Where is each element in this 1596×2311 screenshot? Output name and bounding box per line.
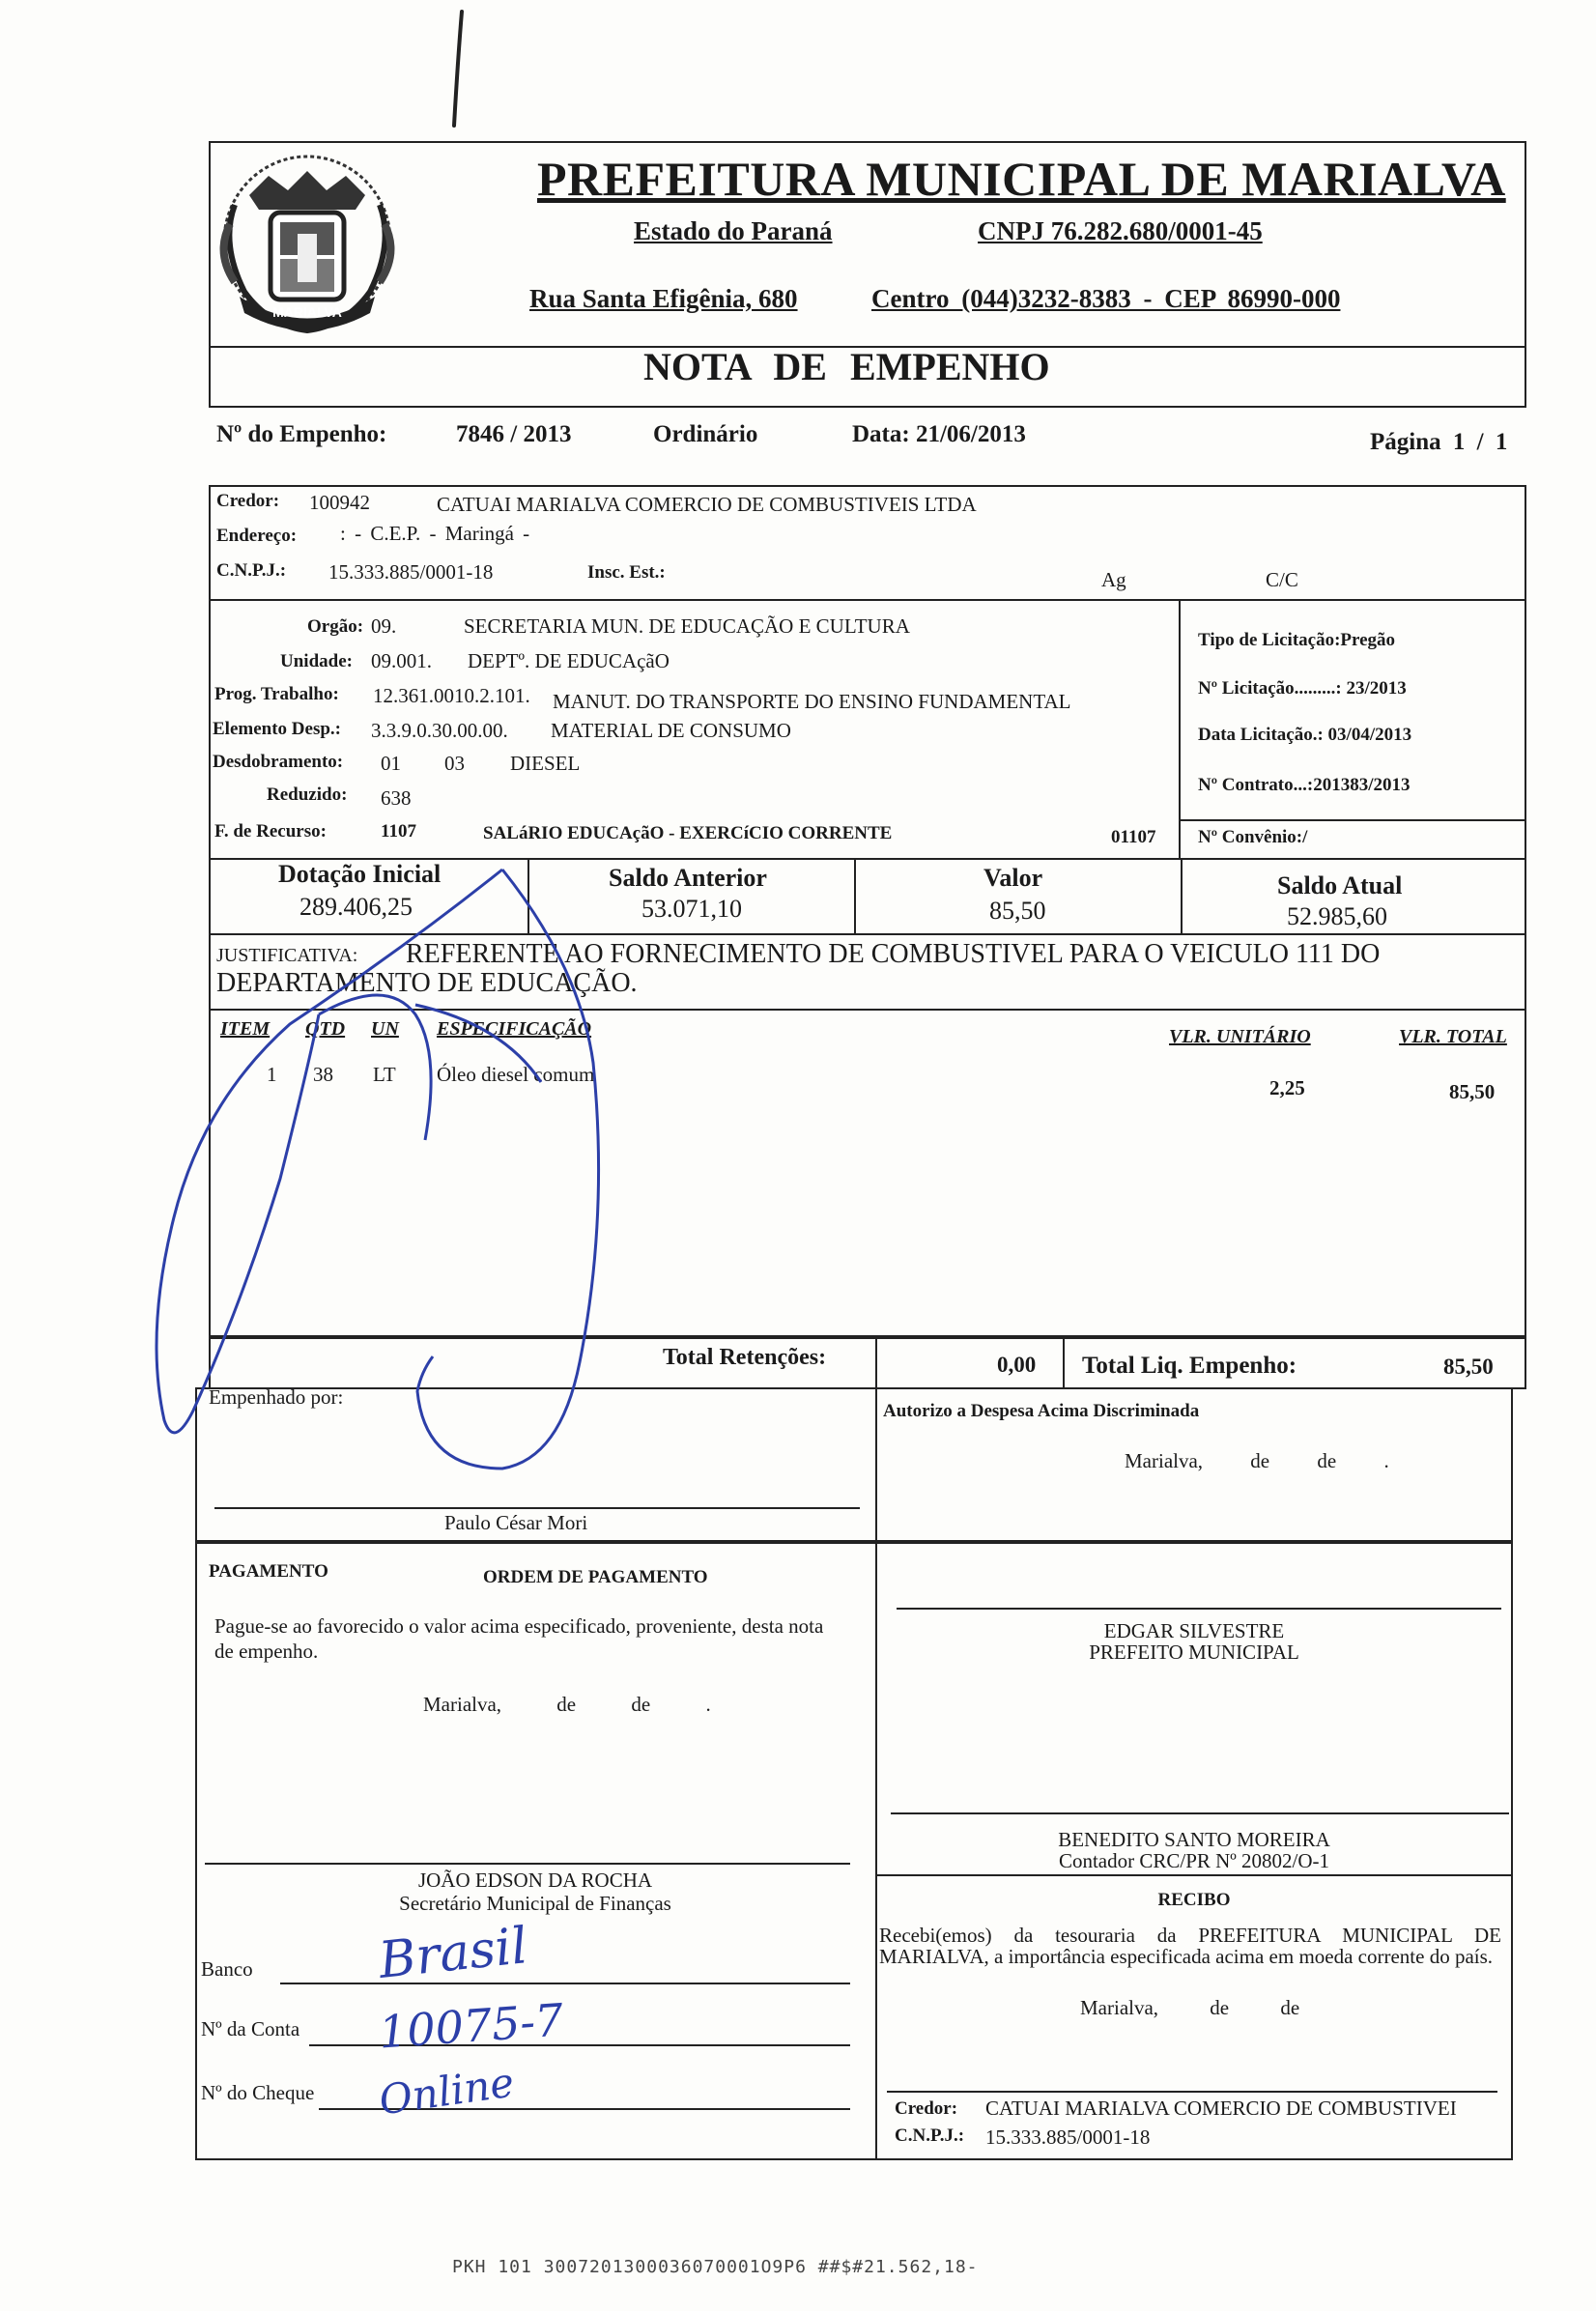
reduzido-label: Reduzido: — [267, 785, 348, 805]
valor-value: 85,50 — [989, 897, 1046, 925]
elemento-label: Elemento Desp.: — [213, 719, 341, 739]
banco-label: Banco — [201, 1957, 253, 1981]
cheque-label: Nº do Cheque — [201, 2081, 315, 2104]
total-retencoes-label: Total Retenções: — [663, 1345, 827, 1370]
banco-handwritten: Brasil — [376, 1917, 530, 1990]
col-item-header: ITEM — [220, 1018, 271, 1040]
item-row-1-item: 1 — [267, 1063, 277, 1086]
dotacao-inicial-label: Dotação Inicial — [278, 860, 442, 888]
reduzido-value: 638 — [381, 786, 412, 810]
endereco-label: Endereço: — [216, 526, 298, 546]
recibo-credor-name: CATUAI MARIALVA COMERCIO DE COMBUSTIVEI — [985, 2097, 1457, 2120]
cheque-handwritten: Online — [376, 2058, 517, 2125]
doc-title: NOTA DE EMPENHO — [643, 345, 1050, 388]
recibo-credor-line — [887, 2091, 1497, 2093]
contador-name: BENEDITO SANTO MOREIRA — [1058, 1828, 1330, 1851]
svg-text:MARIALVA: MARIALVA — [272, 304, 342, 320]
credor-cnpj-label: C.N.P.J.: — [216, 560, 287, 581]
saldo-atual-label: Saldo Atual — [1277, 871, 1403, 899]
recibo-title: RECIBO — [1157, 1890, 1231, 1910]
recibo-cnpj-label: C.N.P.J.: — [895, 2126, 965, 2146]
endereco-value: : - C.E.P. - Maringá - — [340, 522, 530, 545]
conta-handwritten: 10075-7 — [377, 1993, 565, 2059]
orgao-label: Orgão: — [307, 616, 364, 637]
prefeito-signature-line — [897, 1608, 1501, 1610]
prefeito-role: PREFEITO MUNICIPAL — [1089, 1641, 1299, 1664]
licitacao-data: Data Licitação.: 03/04/2013 — [1198, 725, 1412, 745]
item-row-1-unit: 2,25 — [1269, 1076, 1305, 1099]
col-un-header: UN — [371, 1018, 399, 1040]
autorizo-place: Marialva, de de . — [1125, 1449, 1389, 1472]
recibo-credor-label: Credor: — [895, 2098, 958, 2119]
recibo-top-line — [875, 1874, 1513, 1876]
ag-label: Ag — [1101, 568, 1126, 591]
pagamento-label: PAGAMENTO — [209, 1561, 328, 1582]
unidade-desc: DEPTº. DE EDUCAçãO — [468, 649, 670, 672]
desdobramento-b: 03 — [444, 752, 465, 775]
secretario-name: JOÃO EDSON DA ROCHA — [417, 1869, 653, 1892]
footer-print-code: PKH 101 3007201300036070001O9P6 ##$#21.562,18- — [452, 2257, 979, 2277]
saldo-anterior-label: Saldo Anterior — [609, 864, 767, 892]
elemento-desc: MATERIAL DE CONSUMO — [551, 719, 791, 742]
empenhado-signature-line — [214, 1507, 860, 1509]
conta-label: Nº da Conta — [201, 2017, 300, 2040]
item-row-1-un: LT — [373, 1063, 396, 1086]
col-total-header: VLR. TOTAL — [1399, 1026, 1507, 1047]
empenho-number: 7846 / 2013 — [456, 421, 572, 447]
prog-code: 12.361.0010.2.101. — [373, 684, 530, 707]
cc-label: C/C — [1266, 568, 1298, 591]
desdobramento-label: Desdobramento: — [213, 752, 344, 772]
contador-role: Contador CRC/PR Nº 20802/O-1 — [1058, 1849, 1330, 1872]
recurso-desc: SALáRIO EDUCAçãO - EXERCíCIO CORRENTE — [483, 823, 893, 843]
header-address: Rua Santa Efigênia, 680 — [529, 284, 798, 313]
header-district-phone-cep: Centro (044)3232-8383 - CEP 86990-000 — [871, 284, 1341, 313]
coat-of-arms-seal — [211, 137, 404, 340]
totals-box — [209, 1337, 1526, 1389]
secretario-role: Secretário Municipal de Finanças — [399, 1892, 671, 1915]
orgao-desc: SECRETARIA MUN. DE EDUCAÇÃO E CULTURA — [464, 614, 910, 638]
unidade-code: 09.001. — [371, 649, 432, 672]
empenho-type: Ordinário — [653, 421, 758, 447]
justificativa-label: JUSTIFICATIVA: — [216, 945, 358, 966]
recurso-num: 01107 — [1111, 827, 1156, 847]
convenio-divider — [1179, 819, 1526, 821]
prog-desc: MANUT. DO TRANSPORTE DO ENSINO FUNDAMENTAL — [553, 690, 1071, 713]
saldo-atual-value: 52.985,60 — [1287, 902, 1387, 930]
item-row-1-spec: Óleo diesel comum — [437, 1063, 595, 1086]
desdobramento-a: 01 — [381, 752, 401, 775]
desdobramento-desc: DIESEL — [510, 752, 581, 775]
secretario-signature-line — [205, 1863, 850, 1865]
prefeito-name: EDGAR SILVESTRE — [1103, 1619, 1285, 1642]
licitacao-contrato: Nº Contrato...:201383/2013 — [1198, 775, 1411, 795]
credor-code: 100942 — [309, 491, 370, 514]
licitacao-tipo: Tipo de Licitação:Pregão — [1198, 630, 1396, 650]
recibo-place: Marialva, de de — [1080, 1996, 1300, 2019]
licitacao-convenio: Nº Convênio:/ — [1198, 827, 1308, 847]
ordem-pagamento-label: ORDEM DE PAGAMENTO — [483, 1567, 708, 1587]
prog-label: Prog. Trabalho: — [214, 684, 339, 704]
dotacao-inicial-value: 289.406,25 — [299, 893, 413, 921]
contador-signature-line — [891, 1812, 1509, 1814]
empenhado-name: Paulo César Mori — [444, 1511, 588, 1534]
saldos-div-1 — [527, 858, 529, 935]
banco-field-line[interactable] — [280, 1983, 850, 1984]
licitacao-numero: Nº Licitação.........: 23/2013 — [1198, 678, 1407, 699]
recibo-cnpj-value: 15.333.885/0001-18 — [985, 2126, 1151, 2149]
saldos-div-3 — [1181, 858, 1183, 935]
unidade-label: Unidade: — [280, 651, 353, 671]
header-cnpj: CNPJ 76.282.680/0001-45 — [978, 216, 1263, 245]
item-row-1-qtd: 38 — [313, 1063, 333, 1086]
justificativa-text-2: DEPARTAMENTO DE EDUCAÇÃO. — [216, 968, 638, 998]
items-box — [209, 1009, 1526, 1337]
total-retencoes-value: 0,00 — [997, 1353, 1037, 1377]
col-unit-header: VLR. UNITÁRIO — [1169, 1026, 1311, 1047]
recibo-text: Recebi(emos) da tesouraria da PREFEITURA MUNICIPAL DE MARIALVA, a importância especificada acima em moeda corrente do país. — [879, 1924, 1501, 1968]
credor-name: CATUAI MARIALVA COMERCIO DE COMBUSTIVEIS LTDA — [437, 493, 977, 516]
valor-label: Valor — [983, 864, 1043, 892]
credor-label: Credor: — [216, 491, 280, 511]
saldos-div-2 — [854, 858, 856, 935]
pagamento-place: Marialva, de de . — [423, 1693, 711, 1716]
saldo-anterior-value: 53.071,10 — [641, 895, 742, 923]
header-state: Estado do Paraná — [634, 216, 833, 245]
justificativa-text-1: REFERENTE AO FORNECIMENTO DE COMBUSTIVEL PARA O VEICULO 111 DO — [406, 939, 1381, 969]
empenho-date: Data: 21/06/2013 — [852, 421, 1026, 447]
pagamento-text: Pague-se ao favorecido o valor acima especificado, proveniente, desta nota de empenho. — [214, 1614, 824, 1663]
empenhado-label: Empenhado por: — [209, 1385, 344, 1409]
page-number: Página 1 / 1 — [1370, 429, 1508, 455]
header-title: PREFEITURA MUNICIPAL DE MARIALVA — [537, 152, 1506, 206]
orgao-code: 09. — [371, 614, 397, 638]
empenho-label: Nº do Empenho: — [216, 421, 387, 447]
item-row-1-total: 85,50 — [1449, 1080, 1496, 1103]
total-liq-label: Total Liq. Empenho: — [1082, 1353, 1297, 1379]
col-qtd-header: QTD — [305, 1018, 346, 1040]
elemento-code: 3.3.9.0.30.00.00. — [371, 719, 508, 742]
insc-label: Insc. Est.: — [587, 562, 666, 583]
recurso-label: F. de Recurso: — [214, 821, 327, 842]
col-spec-header: ESPECIFICAÇÃO — [437, 1018, 592, 1040]
credor-cnpj-value: 15.333.885/0001-18 — [328, 560, 494, 584]
autorizo-label: Autorizo a Despesa Acima Discriminada — [883, 1401, 1200, 1421]
recurso-code: 1107 — [381, 821, 416, 842]
totals-div-2 — [1063, 1337, 1065, 1389]
total-liq-value: 85,50 — [1443, 1355, 1494, 1379]
totals-div-1 — [875, 1337, 877, 1389]
